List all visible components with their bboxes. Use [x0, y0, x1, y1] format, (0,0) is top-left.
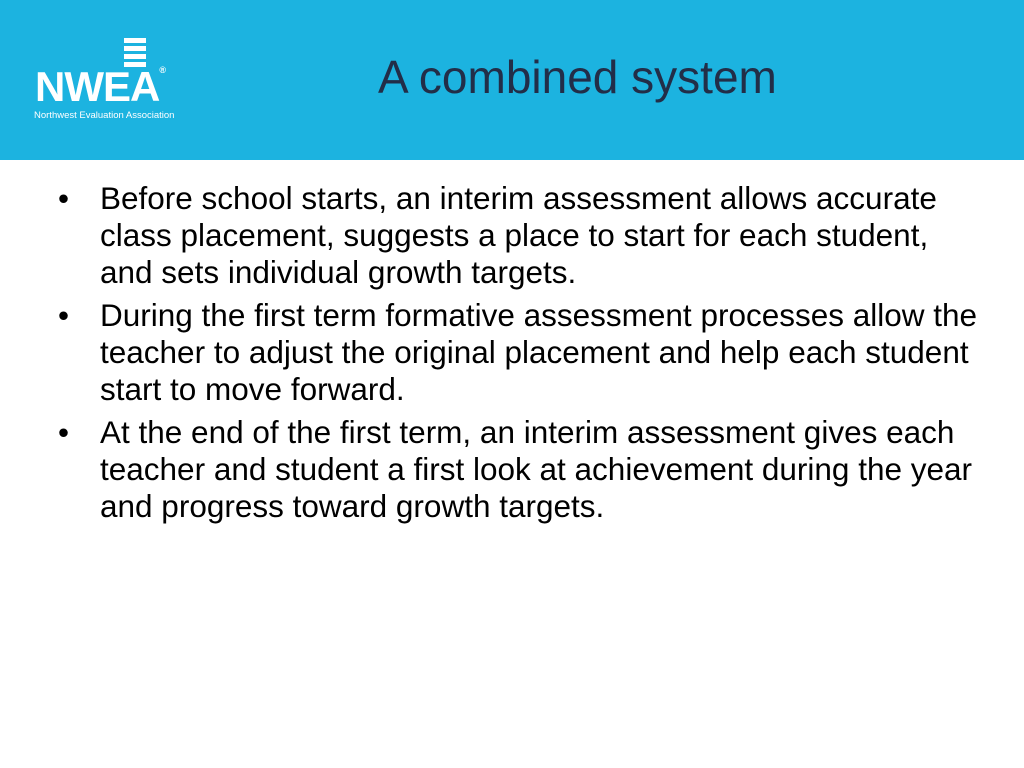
bullet-text: Before school starts, an interim assessment allows accurate class placement, suggests a place to start for each student, and sets individual growth targets. [100, 180, 937, 290]
slide-title: A combined system [378, 51, 777, 103]
bullet-item [58, 414, 978, 525]
bullet-list [58, 180, 978, 531]
bullet-item [58, 180, 978, 291]
bullet-text: At the end of the first term, an interim assessment gives each teacher and student a first look at achievement during the year and progress toward growth targets. [100, 414, 973, 524]
bullet-item [58, 297, 978, 408]
bullet-marker: • [58, 297, 70, 333]
logo-registered-mark: ® [159, 65, 166, 75]
logo-wordmark-text: NWEA [35, 63, 160, 110]
nwea-logo [30, 38, 220, 128]
logo-subtitle: Northwest Evaluation Association [34, 110, 175, 121]
bullet-marker: • [58, 180, 70, 216]
bullet-text: During the first term formative assessment processes allow the teacher to adjust the original placement and help each student start to move forward. [100, 297, 978, 407]
header-bar [0, 0, 1024, 160]
bullet-marker: • [58, 414, 70, 450]
logo-wordmark [35, 63, 166, 110]
